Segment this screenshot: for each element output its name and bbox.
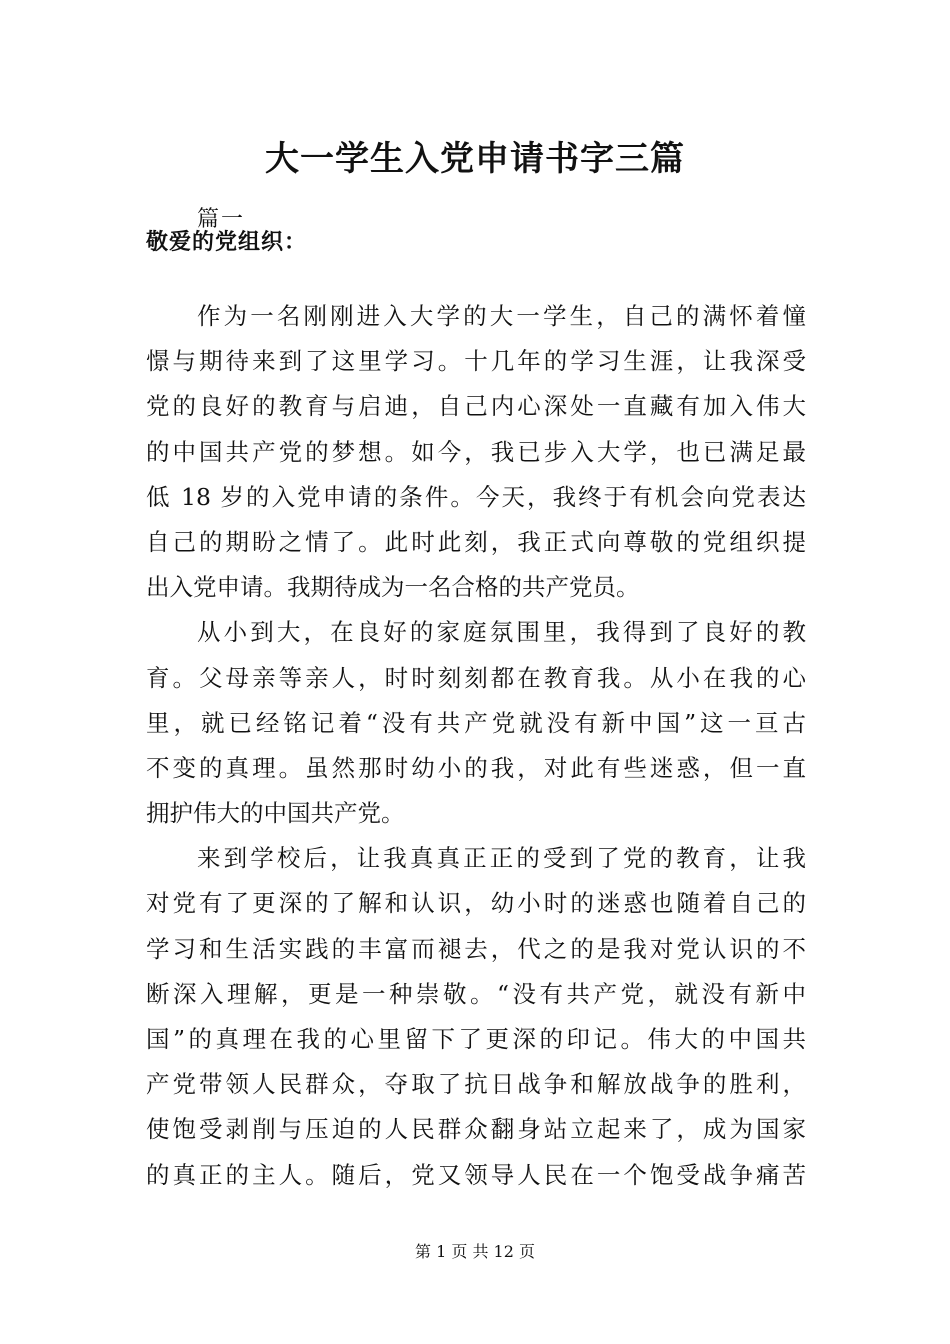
- text-line: 低 18 岁的入党申请的条件。今天，我终于有机会向党表达: [146, 482, 806, 511]
- text-line: 拥护伟大的中国共产党。: [146, 799, 405, 828]
- text-line: 育。父母亲等亲人，时时刻刻都在教育我。从小在我的心: [146, 663, 806, 692]
- body-text: [146, 294, 806, 1198]
- text-line: 出入党申请。我期待成为一名合格的共产党员。: [146, 573, 640, 602]
- text-line: 对党有了更深的了解和认识，幼小时的迷惑也随着自己的: [146, 889, 806, 918]
- text-line: 断深入理解，更是一种崇敬。“没有共产党，就没有新中: [146, 979, 806, 1008]
- text-line: 党的良好的教育与启迪，自己内心深处一直藏有加入伟大: [146, 392, 806, 421]
- text-line: 产党带领人民群众，夺取了抗日战争和解放战争的胜利，: [146, 1070, 806, 1099]
- text-line: 使饱受剥削与压迫的人民群众翻身站立起来了，成为国家: [146, 1115, 806, 1144]
- text-line: 的真正的主人。随后，党又领导人民在一个饱受战争痛苦: [146, 1160, 806, 1189]
- text-line: 不变的真理。虽然那时幼小的我，对此有些迷惑，但一直: [146, 753, 806, 782]
- text-line: 来到学校后，让我真真正正的受到了党的教育，让我: [197, 844, 806, 873]
- text-line: 国”的真理在我的心里留下了更深的印记。伟大的中国共: [146, 1025, 806, 1053]
- text-line: 学习和生活实践的丰富而褪去，代之的是我对党认识的不: [146, 934, 806, 963]
- page-footer: 第 1 页 共 12 页: [415, 1242, 535, 1261]
- text-line: 自己的期盼之情了。此时此刻，我正式向尊敬的党组织提: [146, 527, 806, 556]
- text-line: 从小到大，在良好的家庭氛围里，我得到了良好的教: [197, 618, 806, 647]
- section-label: 篇一: [197, 207, 246, 232]
- salutation: 敬爱的党组织：: [146, 229, 308, 255]
- document-title: 大一学生入党申请书字三篇: [265, 139, 685, 179]
- text-line: 的中国共产党的梦想。如今，我已步入大学，也已满足最: [146, 437, 806, 466]
- text-line: 作为一名刚刚进入大学的大一学生，自己的满怀着憧: [197, 302, 806, 330]
- text-line: 里，就已经铭记着“没有共产党就没有新中国”这一亘古: [146, 708, 806, 737]
- text-line: 憬与期待来到了这里学习。十几年的学习生涯，让我深受: [146, 347, 806, 376]
